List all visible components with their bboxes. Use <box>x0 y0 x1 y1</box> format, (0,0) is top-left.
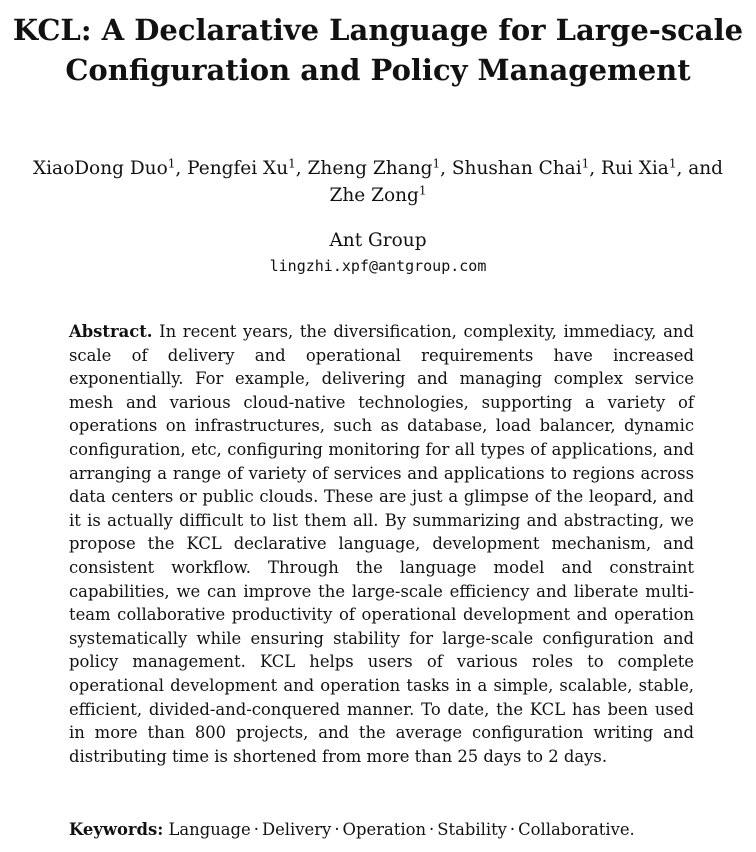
author-affiliation-mark: 1 <box>668 156 677 171</box>
keywords <box>69 818 709 842</box>
author-list <box>10 155 746 209</box>
author-name: Zhe Zong <box>329 185 419 206</box>
keyword-separator: · <box>253 820 259 839</box>
keywords-label: Keywords: <box>69 820 164 839</box>
author-affiliation-mark: 1 <box>167 156 176 171</box>
author-affiliation-mark: 1 <box>432 156 441 171</box>
author-separator: , <box>295 158 308 179</box>
keyword: Delivery <box>261 820 332 839</box>
abstract-label: Abstract. <box>69 322 153 341</box>
keyword-separator: · <box>509 820 516 839</box>
author-name: Shushan Chai <box>451 158 582 179</box>
paper-title-line-2: Configuration and Policy Management <box>65 53 691 87</box>
author-separator: , <box>440 158 452 179</box>
abstract <box>69 320 694 768</box>
author-name: Rui Xia <box>601 158 669 179</box>
affiliation: Ant Group <box>329 230 427 251</box>
author-and: , and <box>676 158 724 179</box>
author-affiliation-mark: 1 <box>288 156 296 171</box>
keyword: Language <box>168 820 251 839</box>
author-name: Pengfei Xu <box>187 158 289 179</box>
keyword: Stability <box>437 820 507 839</box>
author-name: XiaoDong Duo <box>32 158 168 179</box>
author-affiliation-mark: 1 <box>418 183 427 198</box>
keyword: Collaborative. <box>518 820 635 839</box>
keyword-separator: · <box>429 820 435 839</box>
author-affiliation-mark: 1 <box>581 156 590 171</box>
author-name: Zheng Zhang <box>307 158 433 179</box>
keyword: Operation <box>342 820 427 839</box>
abstract-text: In recent years, the diversification, complexity, immediacy, and scale of delivery and operational requirements have increased exponentially. For example, delivering and managing complex service mesh and various cloud-native technologies, supporting a variety of operations on infrastructures, such as database, load balancer, dynamic configuration, etc, configuring monitoring for all types of applications, and arranging a range of variety of services and applications to regions across data centers or public clouds. These are just a glimpse of the leopard, and it is actually difficult to list them all. By summarizing and abstracting, we propose the KCL declarative language, development mechanism, and consistent workflow. Through the language model and constraint capabilities, we can improve the large-scale efficiency and liberate multi-team collaborative productivity of operational development and operation systematically while ensuring stability for large-scale configuration and policy management. KCL helps users of various roles to complete operational development and operation tasks in a simple, scalable, stable, efficient, divided-and-conquered manner. To date, the KCL has been used in more than 800 projects, and the average configuration writing and distributing time is shortened from more than 25 days to 2 days. <box>69 322 694 766</box>
paper-title-line-1: KCL: A Declarative Language for Large-scale <box>12 13 744 47</box>
author-separator: , <box>175 158 188 179</box>
author-separator: , <box>589 158 602 179</box>
author-email: lingzhi.xpf@antgroup.com <box>269 257 487 275</box>
keyword-separator: · <box>334 820 340 839</box>
paper-title <box>0 10 756 90</box>
